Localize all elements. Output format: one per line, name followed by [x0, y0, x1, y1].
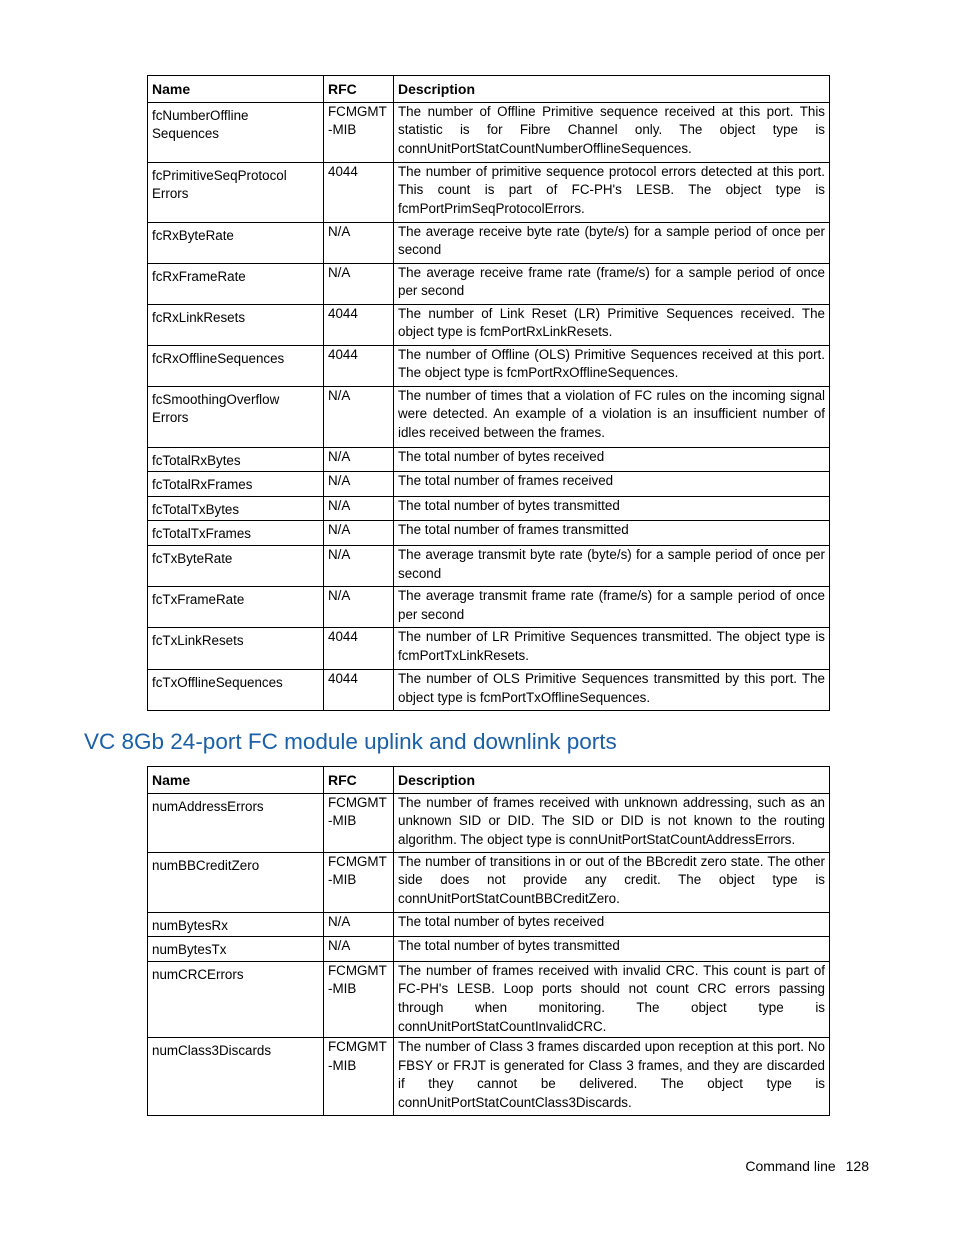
counter-rfc: N/A	[324, 937, 394, 962]
counter-rfc: 4044	[324, 162, 394, 222]
counter-description: The average transmit frame rate (frame/s) for a sample period of once per second	[394, 586, 830, 627]
counter-description: The total number of bytes received	[394, 447, 830, 472]
counter-description: The average receive byte rate (byte/s) for a sample period of once per second	[394, 222, 830, 263]
table-row	[148, 937, 830, 962]
counter-description: The number of primitive sequence protocol errors detected at this port. This count is part of FC-PH's LESB. The object type is fcmPortPrimSeqProtocolErrors.	[394, 162, 830, 222]
table-row	[148, 345, 830, 386]
counter-name: fcTotalTxFrames	[148, 521, 324, 546]
table-row	[148, 386, 830, 447]
counter-name: numClass3Discards	[148, 1038, 324, 1116]
counter-rfc: N/A	[324, 586, 394, 627]
counter-rfc: N/A	[324, 222, 394, 263]
page-number: 128	[845, 1158, 869, 1174]
counter-name: fcRxLinkResets	[148, 304, 324, 345]
counter-description: The number of times that a violation of FC rules on the incoming signal were detected. An example of a violation is an insufficient number of idles received between the frames.	[394, 386, 830, 447]
counter-rfc: FCMGMT -MIB	[324, 102, 394, 162]
table-row	[148, 793, 830, 852]
section-heading: VC 8Gb 24-port FC module uplink and downlink ports	[84, 729, 617, 754]
counter-description: The number of frames received with invalid CRC. This count is part of FC-PH's LESB. Loop ports should not count CRC errors passing through when monitoring. The object type is connUnitPortStatCountInvalidCRC.	[394, 961, 830, 1037]
counter-name: fcRxOfflineSequences	[148, 345, 324, 386]
counter-description: The total number of bytes transmitted	[394, 937, 830, 962]
counter-rfc: N/A	[324, 447, 394, 472]
counter-rfc: FCMGMT -MIB	[324, 961, 394, 1037]
column-header-rfc: RFC	[324, 767, 394, 794]
counter-name: numAddressErrors	[148, 793, 324, 852]
counter-rfc: N/A	[324, 496, 394, 521]
table-row	[148, 304, 830, 345]
counter-description: The number of LR Primitive Sequences transmitted. The object type is fcmPortTxLinkResets.	[394, 627, 830, 669]
counter-description: The total number of bytes received	[394, 912, 830, 937]
counter-rfc: N/A	[324, 263, 394, 304]
counter-rfc: 4044	[324, 627, 394, 669]
counter-name: fcTxLinkResets	[148, 627, 324, 669]
page-footer	[745, 1158, 869, 1174]
counter-name: fcRxByteRate	[148, 222, 324, 263]
footer-section-label: Command line	[745, 1158, 836, 1174]
column-header-name: Name	[148, 767, 324, 794]
counter-name: fcSmoothingOverflow Errors	[148, 386, 324, 447]
counter-description: The number of Class 3 frames discarded upon reception at this port. No FBSY or FRJT is generated for Class 3 frames, and they are discarded if they cannot be delivered. The object type is connUnitPortStatCountClass3Discards.	[394, 1038, 830, 1116]
table-row	[148, 102, 830, 162]
counter-rfc: FCMGMT -MIB	[324, 1038, 394, 1116]
counter-name: fcTotalTxBytes	[148, 496, 324, 521]
counter-name: fcTotalRxBytes	[148, 447, 324, 472]
counter-name: numBytesRx	[148, 912, 324, 937]
table-row	[148, 521, 830, 546]
counter-description: The number of transitions in or out of the BBcredit zero state. The other side does not provide any credit. The object type is connUnitPortStatCountBBCreditZero.	[394, 852, 830, 912]
counter-rfc: 4044	[324, 669, 394, 710]
counter-name: numBytesTx	[148, 937, 324, 962]
table-header-row	[148, 767, 830, 794]
mib-counters-table	[147, 75, 830, 711]
port-counters-table	[147, 766, 830, 1116]
counter-name: numBBCreditZero	[148, 852, 324, 912]
counter-name: fcNumberOffline Sequences	[148, 102, 324, 162]
counter-name: fcTxOfflineSequences	[148, 669, 324, 710]
counter-description: The total number of bytes transmitted	[394, 496, 830, 521]
counter-description: The average receive frame rate (frame/s) for a sample period of once per second	[394, 263, 830, 304]
counter-rfc: FCMGMT -MIB	[324, 793, 394, 852]
counter-rfc: N/A	[324, 521, 394, 546]
table-row	[148, 1038, 830, 1116]
counter-rfc: 4044	[324, 304, 394, 345]
table-row	[148, 912, 830, 937]
table-row	[148, 263, 830, 304]
column-header-description: Description	[394, 76, 830, 103]
counter-name: fcPrimitiveSeqProtocol Errors	[148, 162, 324, 222]
table-row	[148, 447, 830, 472]
counter-description: The total number of frames received	[394, 472, 830, 497]
column-header-name: Name	[148, 76, 324, 103]
table-row	[148, 222, 830, 263]
table-row	[148, 669, 830, 710]
table-row	[148, 961, 830, 1037]
counter-name: numCRCErrors	[148, 961, 324, 1037]
counter-rfc: N/A	[324, 912, 394, 937]
counter-name: fcTotalRxFrames	[148, 472, 324, 497]
counter-rfc: FCMGMT -MIB	[324, 852, 394, 912]
table-row	[148, 545, 830, 586]
counter-description: The total number of frames transmitted	[394, 521, 830, 546]
counter-rfc: 4044	[324, 345, 394, 386]
counter-description: The number of Offline Primitive sequence received at this port. This statistic is for Fibre Channel only. The object type is connUnitPortStatCountNumberOfflineSequences.	[394, 102, 830, 162]
counter-description: The number of frames received with unknown addressing, such as an unknown SID or DID. The SID or DID is not known to the routing algorithm. The object type is connUnitPortStatCountAddressErrors.	[394, 793, 830, 852]
counter-name: fcTxByteRate	[148, 545, 324, 586]
table-header-row	[148, 76, 830, 103]
column-header-description: Description	[394, 767, 830, 794]
column-header-rfc: RFC	[324, 76, 394, 103]
table-row	[148, 852, 830, 912]
table-row	[148, 586, 830, 627]
counter-description: The average transmit byte rate (byte/s) for a sample period of once per second	[394, 545, 830, 586]
counter-description: The number of Offline (OLS) Primitive Sequences received at this port. The object type is fcmPortRxOfflineSequences.	[394, 345, 830, 386]
counter-description: The number of Link Reset (LR) Primitive Sequences received. The object type is fcmPortRxLinkResets.	[394, 304, 830, 345]
table-row	[148, 162, 830, 222]
table-row	[148, 472, 830, 497]
counter-name: fcRxFrameRate	[148, 263, 324, 304]
counter-description: The number of OLS Primitive Sequences transmitted by this port. The object type is fcmPortTxOfflineSequences.	[394, 669, 830, 710]
table-row	[148, 627, 830, 669]
counter-rfc: N/A	[324, 472, 394, 497]
counter-name: fcTxFrameRate	[148, 586, 324, 627]
counter-rfc: N/A	[324, 545, 394, 586]
counter-rfc: N/A	[324, 386, 394, 447]
table-row	[148, 496, 830, 521]
